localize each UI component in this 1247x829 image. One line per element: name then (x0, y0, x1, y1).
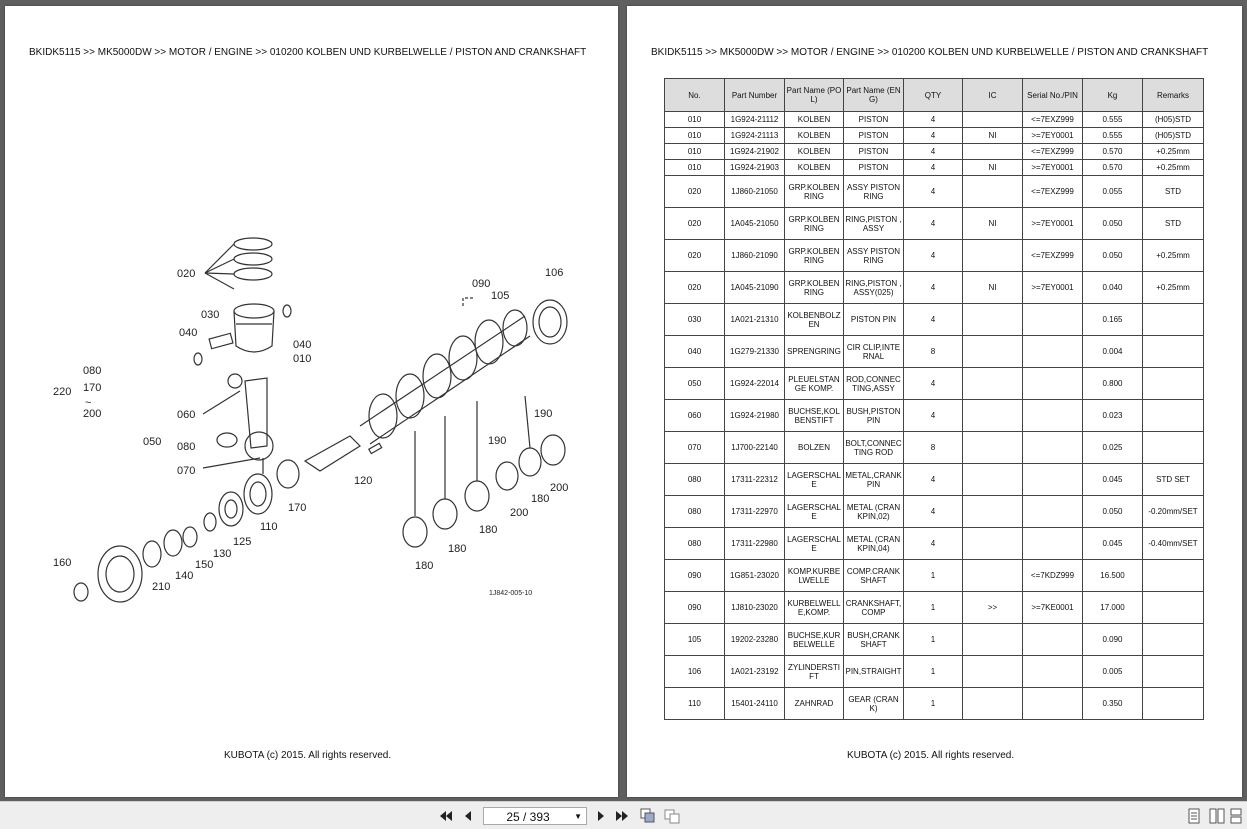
table-cell: PISTON (844, 160, 904, 176)
table-cell: 0.570 (1083, 160, 1143, 176)
table-cell: 0.350 (1083, 688, 1143, 720)
table-row (665, 560, 1204, 592)
table-cell: NI (963, 160, 1023, 176)
table-cell: 1 (904, 560, 963, 592)
table-cell: KOLBEN (785, 160, 844, 176)
table-cell: STD (1143, 176, 1204, 208)
table-cell: GRP.KOLBEN RING (785, 240, 844, 272)
table-cell (1143, 624, 1204, 656)
table-cell: ROD,CONNECTING,ASSY (844, 368, 904, 400)
table-cell: +0.25mm (1143, 272, 1204, 304)
copy-icon[interactable] (640, 808, 656, 824)
table-cell (1143, 592, 1204, 624)
table-cell (1023, 400, 1083, 432)
table-cell: 020 (665, 176, 725, 208)
table-cell: 060 (665, 400, 725, 432)
table-cell: BOLT,CONNECTING ROD (844, 432, 904, 464)
table-cell: 4 (904, 144, 963, 160)
col-header: Remarks (1143, 79, 1204, 112)
table-cell: 010 (665, 160, 725, 176)
table-cell: >=7EY0001 (1023, 160, 1083, 176)
table-cell: 106 (665, 656, 725, 688)
single-page-icon[interactable] (1186, 808, 1202, 824)
table-cell: 080 (665, 528, 725, 560)
table-cell: 0.090 (1083, 624, 1143, 656)
table-cell: METAL (CRANKPIN,04) (844, 528, 904, 560)
svg-text:200: 200 (510, 507, 529, 519)
table-cell: 020 (665, 208, 725, 240)
dropdown-icon: ▼ (574, 812, 582, 821)
table-cell: 1G924-21903 (725, 160, 785, 176)
table-cell: 1G924-22014 (725, 368, 785, 400)
page-indicator: 25 / 393 (506, 810, 550, 824)
table-cell: <=7EXZ999 (1023, 176, 1083, 208)
table-cell: GRP.KOLBEN RING (785, 176, 844, 208)
table-cell: 070 (665, 432, 725, 464)
diagram-code: 1J842-005-10 (489, 590, 533, 597)
table-cell: 4 (904, 464, 963, 496)
table-cell: LAGERSCHALE (785, 464, 844, 496)
table-cell: 4 (904, 208, 963, 240)
table-cell: 1G851-23020 (725, 560, 785, 592)
table-cell: 0.050 (1083, 496, 1143, 528)
svg-text:190: 190 (534, 408, 553, 420)
table-row (665, 592, 1204, 624)
table-cell: 0.555 (1083, 112, 1143, 128)
table-cell: 1A021-23192 (725, 656, 785, 688)
table-cell (963, 336, 1023, 368)
svg-text:030: 030 (201, 309, 220, 321)
table-cell: GEAR (CRANK) (844, 688, 904, 720)
table-cell: BUSH,PISTON PIN (844, 400, 904, 432)
col-header: No. (665, 79, 725, 112)
svg-text:170: 170 (288, 502, 307, 514)
table-cell: NI (963, 128, 1023, 144)
table-cell: 090 (665, 592, 725, 624)
table-cell: PISTON PIN (844, 304, 904, 336)
table-cell (1023, 304, 1083, 336)
col-header: QTY (904, 79, 963, 112)
table-cell: 1 (904, 624, 963, 656)
svg-text:040: 040 (293, 339, 312, 351)
table-cell: 105 (665, 624, 725, 656)
table-cell: 16.500 (1083, 560, 1143, 592)
table-cell: GRP.KOLBEN RING (785, 208, 844, 240)
compare-icon[interactable] (664, 808, 680, 824)
parts-table (664, 78, 1204, 720)
table-cell (963, 240, 1023, 272)
callout-labels (53, 267, 568, 593)
svg-text:060: 060 (177, 409, 196, 421)
table-cell (1023, 464, 1083, 496)
svg-text:130: 130 (213, 548, 232, 560)
table-cell: 4 (904, 240, 963, 272)
table-row (665, 368, 1204, 400)
table-cell: PIN,STRAIGHT (844, 656, 904, 688)
table-cell: SPRENGRING (785, 336, 844, 368)
table-row (665, 624, 1204, 656)
table-cell (963, 560, 1023, 592)
table-cell: 020 (665, 272, 725, 304)
table-row (665, 528, 1204, 560)
table-row (665, 496, 1204, 528)
first-page-icon[interactable] (438, 808, 454, 824)
table-cell: 1A045-21050 (725, 208, 785, 240)
svg-text:200: 200 (83, 408, 102, 420)
last-page-icon[interactable] (614, 808, 630, 824)
table-cell (963, 688, 1023, 720)
col-header: Part Name (POL) (785, 79, 844, 112)
table-cell: ASSY PISTON RING (844, 240, 904, 272)
table-cell: 4 (904, 128, 963, 144)
table-row (665, 688, 1204, 720)
table-cell: 1A021-21310 (725, 304, 785, 336)
svg-text:190: 190 (488, 435, 507, 447)
svg-text:~: ~ (85, 397, 92, 409)
table-cell: 0.165 (1083, 304, 1143, 336)
svg-text:180: 180 (448, 543, 467, 555)
table-cell: 19202-23280 (725, 624, 785, 656)
table-cell: 8 (904, 432, 963, 464)
table-cell: 1 (904, 656, 963, 688)
table-cell: 0.570 (1083, 144, 1143, 160)
table-cell: KOLBEN (785, 112, 844, 128)
table-cell (963, 464, 1023, 496)
table-row (665, 336, 1204, 368)
table-cell: <=7KDZ999 (1023, 560, 1083, 592)
table-cell: 0.005 (1083, 656, 1143, 688)
col-header: IC (963, 79, 1023, 112)
table-cell: 1J810-23020 (725, 592, 785, 624)
col-header: Part Number (725, 79, 785, 112)
table-cell: 090 (665, 560, 725, 592)
table-cell (1023, 528, 1083, 560)
table-cell: 080 (665, 464, 725, 496)
table-cell (963, 400, 1023, 432)
table-cell: -0.20mm/SET (1143, 496, 1204, 528)
table-cell: 0.045 (1083, 528, 1143, 560)
table-row (665, 208, 1204, 240)
table-cell (963, 528, 1023, 560)
table-cell (963, 432, 1023, 464)
table-cell: 0.555 (1083, 128, 1143, 144)
exploded-diagram (5, 6, 618, 797)
table-cell (1143, 560, 1204, 592)
table-cell: 030 (665, 304, 725, 336)
table-cell: RING,PISTON ,ASSY(025) (844, 272, 904, 304)
prev-page-icon[interactable] (460, 808, 476, 824)
table-cell (1143, 400, 1204, 432)
table-cell: STD (1143, 208, 1204, 240)
table-cell (963, 368, 1023, 400)
page-number-select[interactable] (483, 807, 587, 825)
table-cell: 010 (665, 144, 725, 160)
table-cell: PISTON (844, 112, 904, 128)
table-cell: +0.25mm (1143, 144, 1204, 160)
page-header: BKIDK5115 >> MK5000DW >> MOTOR / ENGINE >> 010200 KOLBEN UND KURBELWELLE / PISTON AND CRANKSHAFT (29, 47, 587, 58)
svg-text:200: 200 (550, 482, 569, 494)
table-cell: 1 (904, 592, 963, 624)
viewer-toolbar (0, 801, 1247, 829)
table-cell: 010 (665, 112, 725, 128)
next-page-icon[interactable] (593, 808, 609, 824)
left-page (5, 6, 618, 797)
table-cell: COMP.CRANKSHAFT (844, 560, 904, 592)
table-cell: +0.25mm (1143, 240, 1204, 272)
table-cell: 1J860-21090 (725, 240, 785, 272)
table-cell (963, 304, 1023, 336)
svg-text:170: 170 (83, 382, 102, 394)
svg-text:180: 180 (415, 560, 434, 572)
table-cell: 4 (904, 304, 963, 336)
svg-text:040: 040 (179, 327, 198, 339)
table-cell (1023, 624, 1083, 656)
table-cell: 040 (665, 336, 725, 368)
table-cell: 4 (904, 400, 963, 432)
table-row (665, 160, 1204, 176)
svg-text:180: 180 (531, 493, 550, 505)
table-row (665, 240, 1204, 272)
svg-text:010: 010 (293, 353, 312, 365)
table-cell (1143, 432, 1204, 464)
svg-text:125: 125 (233, 536, 252, 548)
two-page-icon[interactable] (1209, 808, 1225, 824)
table-cell: 17311-22980 (725, 528, 785, 560)
table-row (665, 112, 1204, 128)
table-cell: ZAHNRAD (785, 688, 844, 720)
table-cell: <=7EXZ999 (1023, 240, 1083, 272)
table-cell: 4 (904, 112, 963, 128)
table-cell: >=7EY0001 (1023, 208, 1083, 240)
table-cell: 0.025 (1083, 432, 1143, 464)
table-cell: 1G924-21112 (725, 112, 785, 128)
svg-text:050: 050 (143, 436, 162, 448)
table-cell: LAGERSCHALE (785, 528, 844, 560)
table-cell: <=7EXZ999 (1023, 112, 1083, 128)
table-cell (963, 176, 1023, 208)
table-cell: 0.050 (1083, 208, 1143, 240)
svg-text:150: 150 (195, 559, 214, 571)
table-cell: 050 (665, 368, 725, 400)
svg-text:140: 140 (175, 570, 194, 582)
table-cell (1143, 368, 1204, 400)
table-cell: >=7EY0001 (1023, 128, 1083, 144)
table-row (665, 304, 1204, 336)
table-cell: 010 (665, 128, 725, 144)
table-cell: 1A045-21090 (725, 272, 785, 304)
table-cell: BUSH,CRANKSHAFT (844, 624, 904, 656)
table-cell: 1G924-21113 (725, 128, 785, 144)
table-cell: GRP.KOLBEN RING (785, 272, 844, 304)
table-cell (1023, 368, 1083, 400)
table-cell: 1G924-21902 (725, 144, 785, 160)
svg-text:070: 070 (177, 465, 196, 477)
table-cell: 0.023 (1083, 400, 1143, 432)
svg-text:080: 080 (83, 365, 102, 377)
table-cell: 17311-22312 (725, 464, 785, 496)
table-cell: (H05)STD (1143, 112, 1204, 128)
table-row (665, 144, 1204, 160)
table-cell: >> (963, 592, 1023, 624)
svg-text:090: 090 (472, 278, 491, 290)
table-cell: 0.055 (1083, 176, 1143, 208)
table-cell: CRANKSHAFT,COMP (844, 592, 904, 624)
table-cell (1143, 688, 1204, 720)
table-cell (963, 112, 1023, 128)
table-cell: 1J700-22140 (725, 432, 785, 464)
svg-text:105: 105 (491, 290, 510, 302)
table-row (665, 128, 1204, 144)
table-cell: METAL (CRANKPIN,02) (844, 496, 904, 528)
table-cell (1023, 336, 1083, 368)
table-cell: 080 (665, 496, 725, 528)
table-cell: >=7EY0001 (1023, 272, 1083, 304)
table-cell: <=7EXZ999 (1023, 144, 1083, 160)
table-cell (1143, 304, 1204, 336)
table-cell: 4 (904, 176, 963, 208)
svg-text:180: 180 (479, 524, 498, 536)
page-footer: KUBOTA (c) 2015. All rights reserved. (224, 750, 392, 761)
table-cell: 0.050 (1083, 240, 1143, 272)
table-cell (1143, 336, 1204, 368)
table-cell: KURBELWELLE,KOMP. (785, 592, 844, 624)
continuous-icon[interactable] (1228, 808, 1244, 824)
table-cell (1023, 688, 1083, 720)
table-cell: ASSY PISTON RING (844, 176, 904, 208)
table-cell: 17311-22970 (725, 496, 785, 528)
table-cell: 110 (665, 688, 725, 720)
table-cell: PISTON (844, 144, 904, 160)
table-cell: 17.000 (1083, 592, 1143, 624)
table-cell: 0.045 (1083, 464, 1143, 496)
svg-text:160: 160 (53, 557, 72, 569)
table-cell: (H05)STD (1143, 128, 1204, 144)
svg-text:120: 120 (354, 475, 373, 487)
table-cell (1023, 432, 1083, 464)
svg-text:220: 220 (53, 386, 72, 398)
svg-text:020: 020 (177, 268, 196, 280)
col-header: Kg (1083, 79, 1143, 112)
table-cell: -0.40mm/SET (1143, 528, 1204, 560)
table-cell (963, 656, 1023, 688)
table-row (665, 464, 1204, 496)
svg-text:080: 080 (177, 441, 196, 453)
table-cell: PISTON (844, 128, 904, 144)
table-cell: RING,PISTON ,ASSY (844, 208, 904, 240)
table-header-row (665, 79, 1204, 112)
table-cell (963, 496, 1023, 528)
table-cell (963, 624, 1023, 656)
svg-text:110: 110 (260, 521, 278, 533)
table-cell: STD SET (1143, 464, 1204, 496)
table-cell: NI (963, 208, 1023, 240)
table-cell: PLEUELSTANGE KOMP. (785, 368, 844, 400)
table-cell: 0.004 (1083, 336, 1143, 368)
table-cell: BOLZEN (785, 432, 844, 464)
table-cell: 4 (904, 368, 963, 400)
table-row (665, 656, 1204, 688)
table-cell: 1G279-21330 (725, 336, 785, 368)
table-cell: >=7KE0001 (1023, 592, 1083, 624)
page-header: BKIDK5115 >> MK5000DW >> MOTOR / ENGINE >> 010200 KOLBEN UND KURBELWELLE / PISTON AND CRANKSHAFT (651, 47, 1209, 58)
table-cell (963, 144, 1023, 160)
table-cell (1143, 656, 1204, 688)
col-header: Part Name (ENG) (844, 79, 904, 112)
page-footer: KUBOTA (c) 2015. All rights reserved. (847, 750, 1015, 761)
table-row (665, 176, 1204, 208)
col-header: Serial No./PIN (1023, 79, 1083, 112)
table-cell: 4 (904, 160, 963, 176)
table-cell (1023, 496, 1083, 528)
table-cell: 4 (904, 272, 963, 304)
table-cell: 1 (904, 688, 963, 720)
table-cell: 0.800 (1083, 368, 1143, 400)
table-cell: CIR CLIP,INTERNAL (844, 336, 904, 368)
table-cell: 15401-24110 (725, 688, 785, 720)
table-cell: KOLBENBOLZEN (785, 304, 844, 336)
table-cell: NI (963, 272, 1023, 304)
table-cell: 1J860-21050 (725, 176, 785, 208)
table-cell: 8 (904, 336, 963, 368)
table-cell: METAL,CRANKPIN (844, 464, 904, 496)
table-row (665, 432, 1204, 464)
table-cell: KOMP.KURBELWELLE (785, 560, 844, 592)
table-cell: KOLBEN (785, 144, 844, 160)
table-cell: 0.040 (1083, 272, 1143, 304)
table-cell: 020 (665, 240, 725, 272)
table-cell: 1G924-21980 (725, 400, 785, 432)
table-cell (1023, 656, 1083, 688)
table-row (665, 272, 1204, 304)
table-row (665, 400, 1204, 432)
table-cell: BUCHSE,KOLBENSTIFT (785, 400, 844, 432)
table-cell: BUCHSE,KURBELWELLE (785, 624, 844, 656)
table-cell: KOLBEN (785, 128, 844, 144)
table-cell: 4 (904, 496, 963, 528)
right-page (627, 6, 1242, 797)
table-cell: LAGERSCHALE (785, 496, 844, 528)
svg-text:106: 106 (545, 267, 564, 279)
table-cell: ZYLINDERSTIFT (785, 656, 844, 688)
table-cell: +0.25mm (1143, 160, 1204, 176)
svg-text:210: 210 (152, 581, 171, 593)
table-cell: 4 (904, 528, 963, 560)
